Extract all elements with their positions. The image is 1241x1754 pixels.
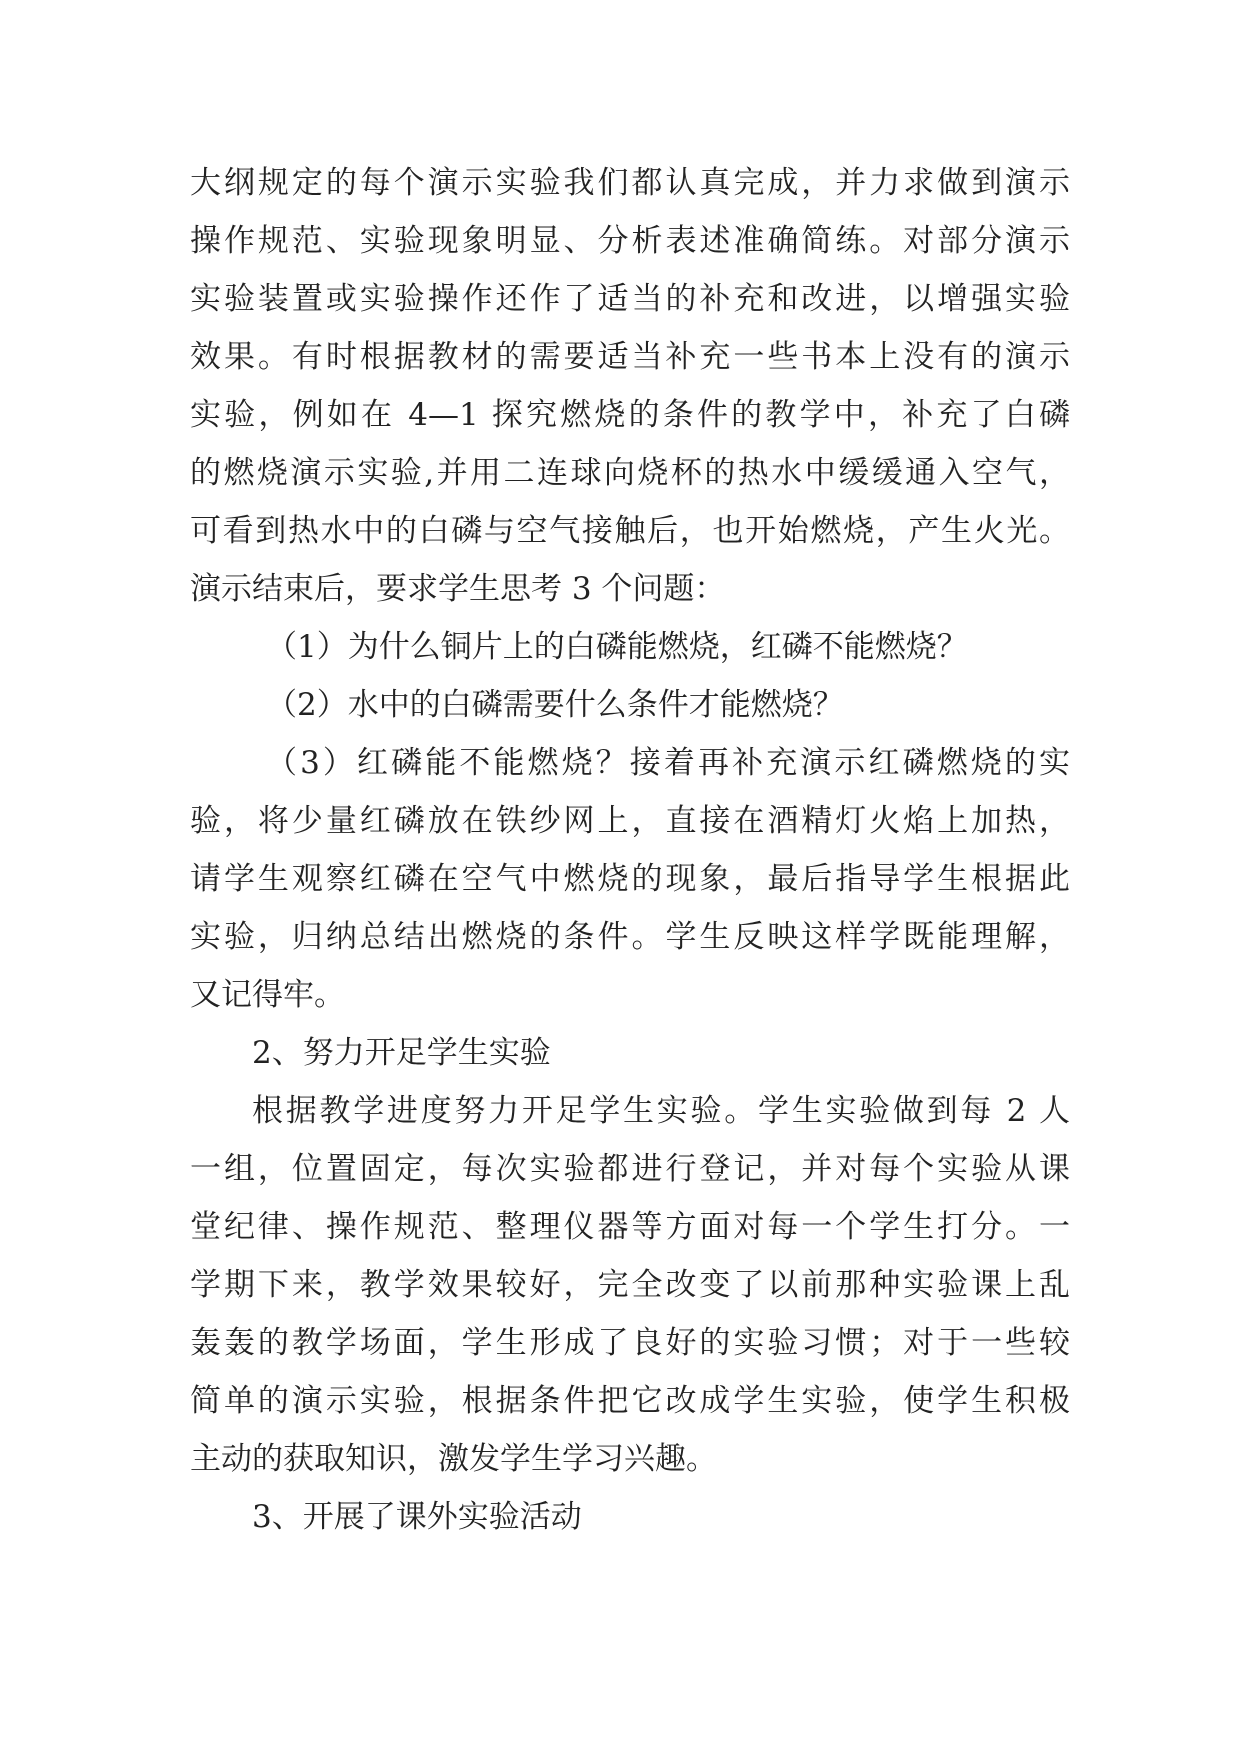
text-line: 轰轰的教学场面，学生形成了良好的实验习惯；对于一些较	[190, 1325, 1070, 1361]
text-line: 一组，位置固定，每次实验都进行登记，并对每个实验从课	[190, 1151, 1070, 1187]
question-1: （1）为什么铜片上的白磷能燃烧，红磷不能燃烧？	[266, 629, 968, 665]
text-line: 效果。有时根据教材的需要适当补充一些书本上没有的演示	[190, 339, 1070, 375]
text-line: 主动的获取知识，激发学生学习兴趣。	[190, 1441, 717, 1477]
text-line: 的燃烧演示实验,并用二连球向烧杯的热水中缓缓通入空气，	[190, 455, 1070, 491]
section-heading-3: 3、开展了课外实验活动	[252, 1499, 582, 1535]
text-line: 堂纪律、操作规范、整理仪器等方面对每一个学生打分。一	[190, 1209, 1070, 1245]
text-line: 实验装置或实验操作还作了适当的补充和改进，以增强实验	[190, 281, 1070, 317]
text-line: 可看到热水中的白磷与空气接触后，也开始燃烧，产生火光。	[190, 513, 1070, 549]
text-line: 实验，例如在 4—1 探究燃烧的条件的教学中，补充了白磷	[190, 397, 1070, 433]
question-2: （2）水中的白磷需要什么条件才能燃烧？	[266, 687, 844, 723]
text-line: 实验，归纳总结出燃烧的条件。学生反映这样学既能理解，	[190, 919, 1070, 955]
text-line: 又记得牢。	[190, 977, 345, 1013]
text-line: 大纲规定的每个演示实验我们都认真完成，并力求做到演示	[190, 165, 1070, 201]
text-line: 请学生观察红磷在空气中燃烧的现象，最后指导学生根据此	[190, 861, 1070, 897]
text-line: 根据教学进度努力开足学生实验。学生实验做到每 2 人	[252, 1093, 1070, 1129]
question-3: （3）红磷能不能燃烧？接着再补充演示红磷燃烧的实	[266, 745, 1070, 781]
document-body	[190, 154, 1070, 1546]
section-heading-2: 2、努力开足学生实验	[252, 1035, 551, 1071]
text-line: 演示结束后，要求学生思考 3 个问题：	[190, 571, 726, 607]
text-line: 简单的演示实验，根据条件把它改成学生实验，使学生积极	[190, 1383, 1070, 1419]
text-line: 学期下来，教学效果较好，完全改变了以前那种实验课上乱	[190, 1267, 1070, 1303]
text-line: 操作规范、实验现象明显、分析表述准确简练。对部分演示	[190, 223, 1070, 259]
text-line: 验，将少量红磷放在铁纱网上，直接在酒精灯火焰上加热，	[190, 803, 1070, 839]
